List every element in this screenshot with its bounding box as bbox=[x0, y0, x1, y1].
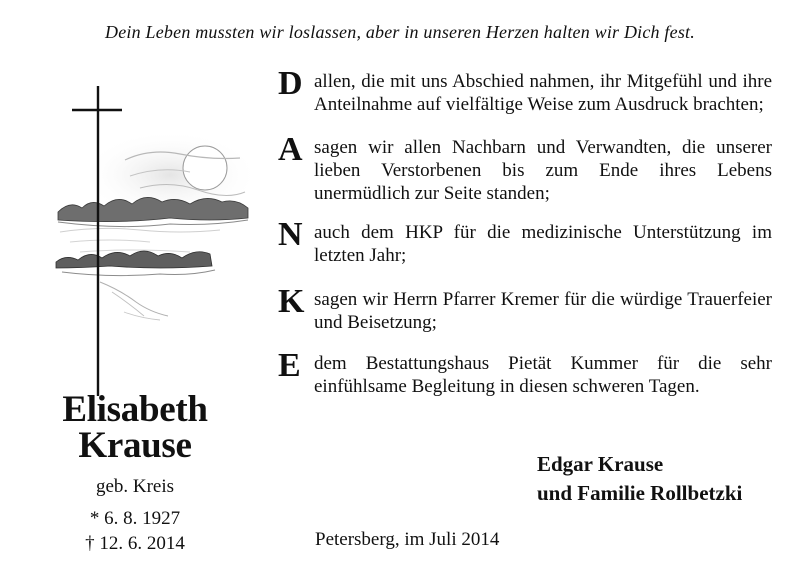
thanks-row bbox=[278, 349, 772, 398]
initial-letter: D bbox=[278, 65, 303, 102]
thanks-row bbox=[278, 133, 772, 205]
deceased-block bbox=[30, 389, 240, 556]
deceased-first-name: Elisabeth bbox=[62, 389, 208, 430]
thanks-text: allen, die mit uns Abschied nahmen, ihr Mitgefühl und ihre Anteilnahme auf vielfältige Weise zum Ausdruck brachten; bbox=[314, 71, 772, 115]
thanks-text: dem Bestattungshaus Pietät Kummer für die sehr einfühlsame Begleitung in diesen schweren Tagen. bbox=[314, 353, 772, 397]
initial-letter: A bbox=[278, 131, 303, 168]
cross-landscape-illustration bbox=[40, 80, 260, 400]
motto-text: Dein Leben mussten wir loslassen, aber in unseren Herzen halten wir Dich fest. bbox=[105, 22, 695, 42]
initial-letter: K bbox=[278, 283, 305, 320]
initial-letter: E bbox=[278, 347, 301, 384]
thanks-text: sagen wir allen Nachbarn und Verwandten, die unserer lieben Verstorbenen bis zum Ende ihres Lebens unermüdlich zur Seite standen; bbox=[314, 137, 772, 204]
thanks-row bbox=[278, 218, 772, 267]
signature-line-1: Edgar Krause bbox=[537, 452, 664, 476]
thanks-acrostic bbox=[278, 63, 772, 398]
thanks-text: auch dem HKP für die medizinische Unterstützung im letzten Jahr; bbox=[314, 222, 772, 266]
sun-shape bbox=[183, 146, 227, 190]
place-date: Petersberg, im Juli 2014 bbox=[315, 529, 500, 550]
thanks-row bbox=[278, 285, 772, 334]
deceased-last-name: Krause bbox=[78, 425, 192, 466]
signature-block bbox=[537, 450, 742, 508]
life-dates bbox=[30, 506, 240, 556]
thanks-text: sagen wir Herrn Pfarrer Kremer für die würdige Trauerfeier und Beisetzung; bbox=[314, 289, 772, 333]
thanks-row bbox=[278, 67, 772, 116]
birth-name: geb. Kreis bbox=[95, 476, 175, 497]
death-date: † 12. 6. 2014 bbox=[85, 533, 185, 554]
initial-letter: N bbox=[278, 216, 303, 253]
birth-date: * 6. 8. 1927 bbox=[89, 508, 181, 529]
signature-line-2: und Familie Rollbetzki bbox=[537, 481, 743, 505]
